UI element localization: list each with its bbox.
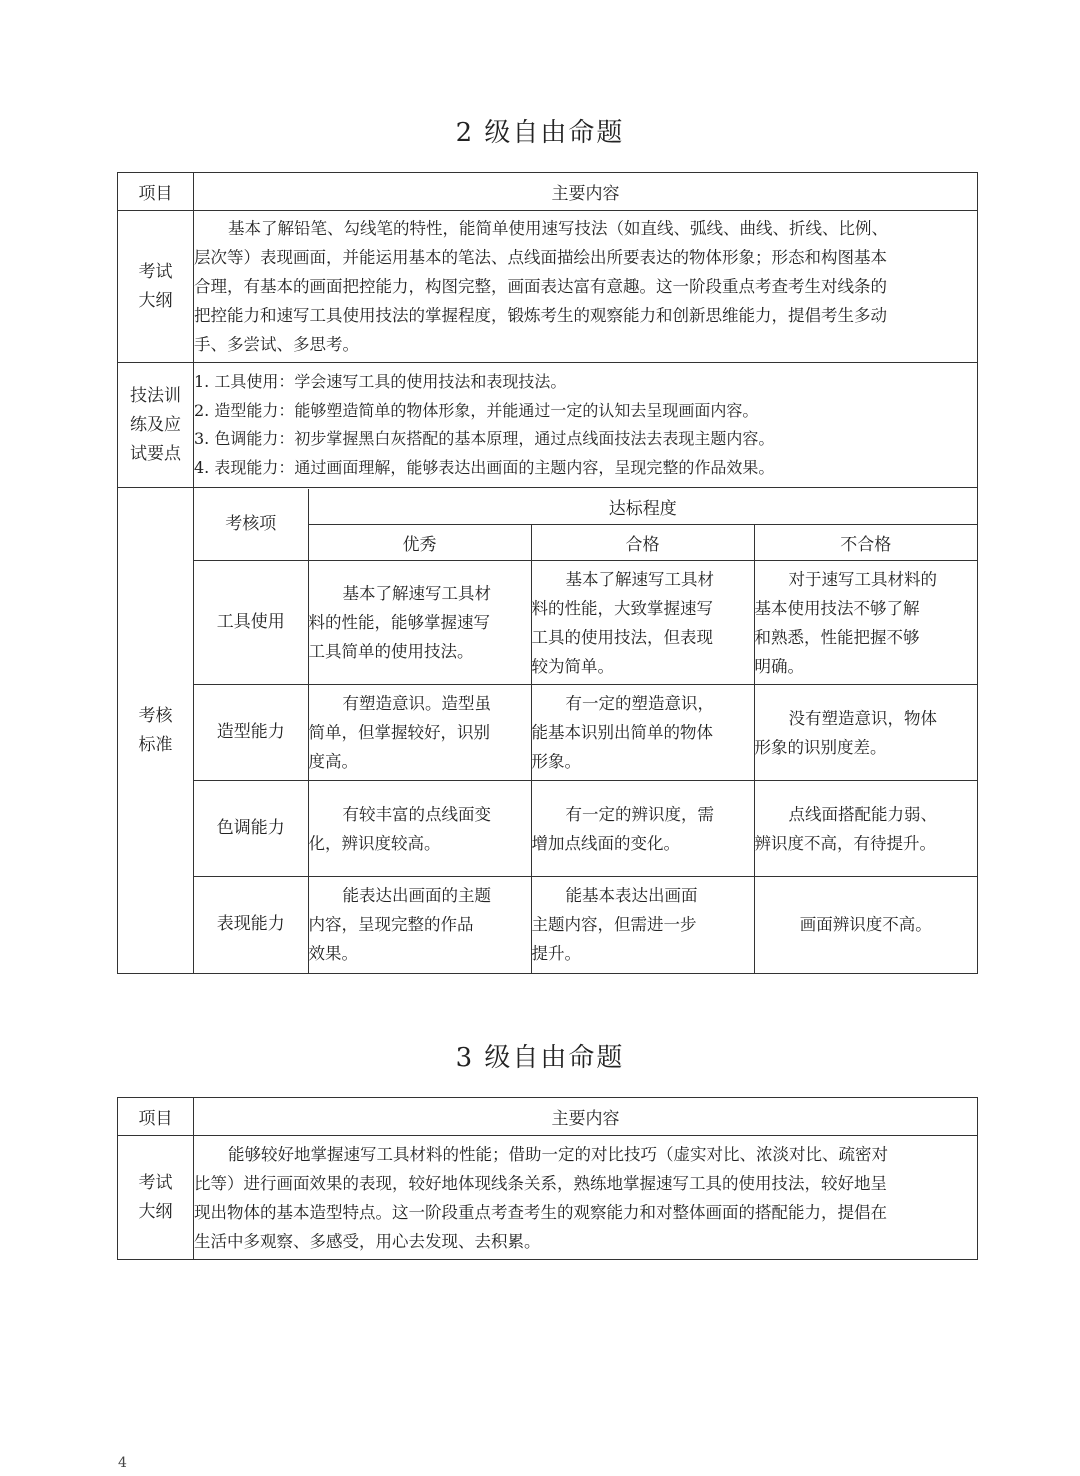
header-item: 项目 [118, 1098, 194, 1136]
header-content: 主要内容 [194, 1098, 978, 1136]
cell-excellent: 有塑造意识。造型虽 简单，但掌握较好，识别 度高。 [308, 685, 531, 781]
table-row [194, 685, 977, 781]
outline-label: 考试 大纲 [118, 1136, 194, 1260]
cell-fail: 画面辨识度不高。 [754, 877, 977, 973]
row-name: 表现能力 [194, 877, 308, 973]
col-level-header: 达标程度 [308, 489, 977, 525]
cell-pass: 有一定的塑造意识， 能基本识别出简单的物体 形象。 [531, 685, 754, 781]
cell-fail: 没有塑造意识，物体 形象的识别度差。 [754, 685, 977, 781]
col-item-header: 考核项 [194, 489, 308, 561]
cell-excellent: 基本了解速写工具材 料的性能，能够掌握速写 工具简单的使用技法。 [308, 561, 531, 685]
cell-pass: 有一定的辨识度，需 增加点线面的变化。 [531, 781, 754, 877]
page-number: 4 [118, 1455, 127, 1471]
row-name: 色调能力 [194, 781, 308, 877]
header-content: 主要内容 [194, 173, 978, 211]
standard-grid [194, 488, 978, 974]
cell-excellent: 能表达出画面的主题 内容，呈现完整的作品 效果。 [308, 877, 531, 973]
cell-excellent: 有较丰富的点线面变 化，辨识度较高。 [308, 781, 531, 877]
list-item: 4. 表现能力：通过画面理解，能够表达出画面的主题内容，呈现完整的作品效果。 [194, 457, 775, 477]
list-item: 1. 工具使用：学会速写工具的使用技法和表现技法。 [194, 372, 567, 391]
outline-label: 考试 大纲 [118, 211, 194, 363]
technique-label: 技法训 练及应 试要点 [118, 363, 194, 488]
cell-pass: 基本了解速写工具材 料的性能，大致掌握速写 工具的使用技法，但表现 较为简单。 [531, 561, 754, 685]
list-item: 2. 造型能力：能够塑造简单的物体形象，并能通过一定的认知去呈现画面内容。 [194, 400, 759, 420]
row-name: 造型能力 [194, 685, 308, 781]
cell-pass: 能基本表达出画面 主题内容，但需进一步 提升。 [531, 877, 754, 973]
level-excellent: 优秀 [308, 525, 531, 561]
standard-label: 考核 标准 [118, 488, 194, 974]
technique-list [194, 363, 978, 488]
table-row [194, 781, 977, 877]
header-item: 项目 [118, 173, 194, 211]
outline-text: 基本了解铅笔、勾线笔的特性，能简单使用速写技法（如直线、弧线、曲线、折线、比例、 层次等）表现画面，并能运用基本的笔法、点线面描绘出所要表达的物体形象；形态和构图基本 合理，有基本的画面把控能力，构图完整，画面表达富有意趣。这一阶段重点考查考生对线条的 把控能力和速写工具使用技法的掌握程度，锻炼考生的观察能力和创新思维能力，提倡考生多动 手、多尝试、多思考。 [194, 211, 978, 363]
row-name: 工具使用 [194, 561, 308, 685]
level2-title: 2 级自由命题 [455, 118, 625, 148]
table-row [194, 561, 977, 685]
level3-table [117, 1097, 978, 1260]
level2-table [117, 172, 978, 974]
list-item: 3. 色调能力：初步掌握黑白灰搭配的基本原理，通过点线面技法去表现主题内容。 [194, 429, 775, 448]
table-row [194, 877, 977, 973]
level-fail: 不合格 [754, 525, 977, 561]
cell-fail: 对于速写工具材料的 基本使用技法不够了解 和熟悉，性能把握不够 明确。 [754, 561, 977, 685]
level-pass: 合格 [531, 525, 754, 561]
outline-text: 能够较好地掌握速写工具材料的性能；借助一定的对比技巧（虚实对比、浓淡对比、疏密对 比等）进行画面效果的表现，较好地体现线条关系，熟练地掌握速写工具的使用技法，较好地呈 现出物体的基本造型特点。这一阶段重点考查考生的观察能力和对整体画面的搭配能力，提倡在 生活中多观察、多感受，用心去发现、去积累。 [194, 1136, 978, 1260]
cell-fail: 点线面搭配能力弱、 辨识度不高，有待提升。 [754, 781, 977, 877]
level3-title: 3 级自由命题 [455, 1043, 625, 1073]
